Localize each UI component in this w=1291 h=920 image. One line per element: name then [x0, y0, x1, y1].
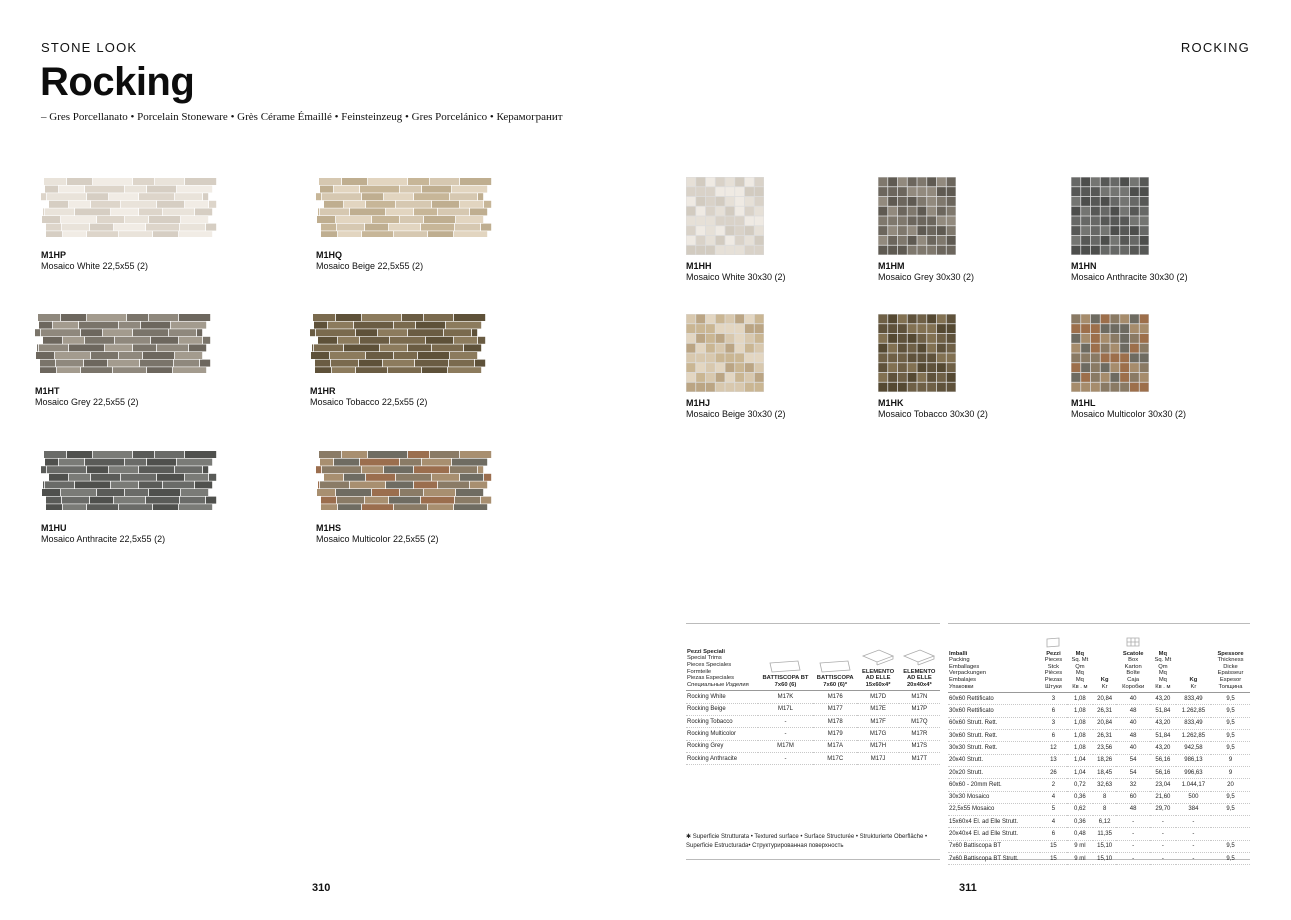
packing-cell: 11,35 [1093, 828, 1117, 840]
packing-row-name: 30x60 Strutt. Rett. [948, 730, 1040, 742]
packing-col-line: Mq [1075, 676, 1084, 683]
packing-cell: 23,56 [1093, 742, 1117, 754]
packing-cell: 500 [1176, 791, 1211, 803]
material-subtitle: – Gres Porcellanato • Porcelain Stoneware • Grès Cérame Émaillé • Feinsteinzeug • Gres Porcelánico • Керамогранит [41, 111, 563, 123]
packing-row [948, 853, 1250, 865]
packing-cell: 833,49 [1176, 693, 1211, 705]
packing-row-name: 15x60x4 El. ad Elle Strutt. [948, 816, 1040, 828]
packing-cell: 1,08 [1067, 693, 1093, 705]
tile-code: M1HL [1071, 398, 1096, 408]
trims-col-line: AD ELLE [906, 675, 932, 682]
trims-cell: M17S [899, 740, 940, 752]
packing-col-line: Kr [1190, 683, 1197, 690]
packing-cell: 43,20 [1150, 693, 1176, 705]
packing-cell: 9 ml [1067, 840, 1093, 852]
packing-header-row [948, 636, 1250, 693]
packing-col-line: Mq [1075, 670, 1084, 677]
trims-col-line: 15x60x4* [865, 681, 891, 688]
packing-col-line: Mq [1075, 650, 1085, 657]
trims-row [686, 728, 940, 740]
trims-cell: M176 [813, 691, 858, 703]
packing-cell: 6 [1040, 730, 1067, 742]
packing-cell: 18,26 [1093, 754, 1117, 766]
packing-cell: 43,20 [1150, 717, 1176, 729]
trims-cell: M17P [899, 703, 940, 715]
trims-cell: M17Q [899, 715, 940, 727]
trims-col-header [857, 648, 898, 691]
page-title: Rocking [40, 60, 195, 104]
packing-cell: 40 [1116, 717, 1149, 729]
packing-cell: 26,31 [1093, 705, 1117, 717]
category-label: STONE LOOK [41, 40, 138, 55]
packing-col-line: Qm [1075, 663, 1085, 670]
tile-name: Mosaico White 30x30 (2) [686, 272, 786, 282]
tile-name: Mosaico White 22,5x55 (2) [41, 261, 149, 271]
trims-cell: M179 [813, 728, 858, 740]
page-number-left: 310 [312, 882, 331, 894]
packing-col-line: Kr [1101, 683, 1108, 690]
packing-cell: 8 [1093, 803, 1117, 815]
packing-col-line: Caja [1127, 676, 1140, 683]
packing-cell: 32,63 [1093, 779, 1117, 791]
trims-cell: M17K [758, 691, 813, 703]
trims-col-header [899, 648, 940, 691]
trims-header-line: Formteile [687, 668, 712, 675]
packing-col-line: Sq. Mt [1071, 657, 1089, 664]
packing-col-header [1067, 636, 1093, 693]
packing-row [948, 816, 1250, 828]
tile-code: M1HN [1071, 261, 1097, 271]
tile-name: Mosaico Tobacco 30x30 (2) [878, 409, 988, 419]
collection-label: ROCKING [1180, 40, 1250, 55]
trims-cell: M17L [758, 703, 813, 715]
packing-row [948, 730, 1250, 742]
packing-cell: - [1176, 828, 1211, 840]
trims-row-name: Rocking Anthracite [686, 752, 758, 764]
packing-cell: 15 [1040, 853, 1067, 865]
tile-name: Mosaico Multicolor 30x30 (2) [1071, 409, 1187, 419]
trims-header-line: Pieces Speciales [687, 662, 732, 668]
packing-header-line: Emballages [949, 663, 980, 670]
packing-col-line: Piezas [1044, 676, 1063, 683]
packing-header-line: Imballi [949, 650, 968, 657]
packing-cell: 60 [1116, 791, 1149, 803]
packing-row-name: 30x60 Rettificato [948, 705, 1040, 717]
packing-cell: 986,13 [1176, 754, 1211, 766]
trims-row [686, 691, 940, 703]
packing-cell: 20,84 [1093, 693, 1117, 705]
packing-cell: 1,08 [1067, 705, 1093, 717]
surface-note: ✱ Superficie Strutturata • Textured surface • Surface Structurée • Strukturierte Oberfläche • Superficie Estructurada• Структурированная поверхность [686, 834, 928, 849]
tile-image-m1hl [1071, 314, 1149, 392]
tile-name: Mosaico Anthracite 30x30 (2) [1071, 272, 1188, 282]
packing-col-line: Pièces [1044, 670, 1063, 677]
trims-row-name: Rocking Tobacco [686, 715, 758, 727]
tile-image-m1hq [316, 177, 496, 237]
packing-row [948, 840, 1250, 852]
packing-cell: 1,04 [1067, 754, 1093, 766]
packing-cell: 0,72 [1067, 779, 1093, 791]
packing-col-line: Kg [1100, 676, 1109, 683]
packing-col-line: Scatole [1122, 650, 1144, 657]
tile-code: M1HM [878, 261, 905, 271]
packing-cell: 9,5 [1211, 742, 1250, 754]
packing-cell: 4 [1040, 791, 1067, 803]
trims-col-header [758, 648, 813, 691]
trims-cell: M178 [813, 715, 858, 727]
packing-col-line: Коробки [1122, 683, 1145, 690]
packing-cell: 6,12 [1093, 816, 1117, 828]
packing-cell: - [1116, 816, 1149, 828]
packing-col-line: Kg [1189, 676, 1198, 683]
packing-cell: 54 [1116, 754, 1149, 766]
packing-col-line: Karton [1124, 663, 1142, 670]
packing-cell: 21,60 [1150, 791, 1176, 803]
page-number-right: 311 [959, 882, 977, 894]
packing-row [948, 766, 1250, 778]
packing-cell: 40 [1116, 693, 1149, 705]
tile-caption [686, 261, 786, 283]
packing-cell [1211, 828, 1250, 840]
tile-image-m1hu [41, 450, 221, 510]
l-element-icon [861, 648, 895, 666]
tile-caption [41, 250, 148, 272]
skirting-icon [768, 659, 802, 673]
packing-col-line: Qm [1158, 663, 1168, 670]
packing-row-name: 20x20 Strutt. [948, 766, 1040, 778]
tile-caption [310, 386, 427, 408]
packing-col-header [1116, 636, 1149, 693]
packing-col-line: Mq [1158, 670, 1167, 677]
packing-cell: 0,36 [1067, 816, 1093, 828]
trims-top-rule [686, 623, 940, 624]
l-element-icon [902, 648, 936, 666]
packing-cell: 48 [1116, 705, 1149, 717]
packing-cell: 996,63 [1176, 766, 1211, 778]
tile-image-m1ht [35, 313, 215, 373]
tile-name: Mosaico Tobacco 22,5x55 (2) [310, 397, 428, 407]
trims-cell: M17A [813, 740, 858, 752]
trims-cell: - [758, 715, 813, 727]
trims-cell: M17R [899, 728, 940, 740]
packing-cell: 1.044,17 [1176, 779, 1211, 791]
trims-col-line: 7x60 (6) [774, 681, 797, 688]
packing-cell: 54 [1116, 766, 1149, 778]
packing-cell: 9,5 [1211, 730, 1250, 742]
packing-row-name: 60x60 Rettificato [948, 693, 1040, 705]
trims-col-line: BATTISCOPA [816, 675, 854, 682]
trims-cell: M17T [899, 752, 940, 764]
packing-row [948, 791, 1250, 803]
trims-row [686, 740, 940, 752]
packing-cell: - [1150, 853, 1176, 865]
packing-cell: - [1116, 853, 1149, 865]
packing-cell: 9,5 [1211, 693, 1250, 705]
packing-cell: 20 [1211, 779, 1250, 791]
packing-cell: 9,5 [1211, 791, 1250, 803]
tile-code: M1HR [310, 386, 336, 396]
tile-code: M1HU [41, 523, 67, 533]
packing-cell: 1,04 [1067, 766, 1093, 778]
packing-row-name: 7x60 Battiscopa BT [948, 840, 1040, 852]
packing-cell: 6 [1040, 828, 1067, 840]
tile-caption [1071, 261, 1188, 283]
packing-col-header [1093, 636, 1117, 693]
packing-cell: - [1116, 840, 1149, 852]
packing-col-line: Stck [1047, 663, 1060, 670]
packing-row [948, 717, 1250, 729]
packing-header-label [948, 636, 1040, 693]
packing-row [948, 705, 1250, 717]
packing-row [948, 693, 1250, 705]
packing-col-line: Кв . м [1155, 683, 1171, 690]
trims-cell: M17M [758, 740, 813, 752]
tile-image-m1hk [878, 314, 956, 392]
trims-col-line: 7x60 (6)* [823, 681, 848, 688]
trims-row [686, 703, 940, 715]
packing-cell: 15,10 [1093, 840, 1117, 852]
packing-cell: - [1176, 816, 1211, 828]
packing-cell: - [1176, 840, 1211, 852]
packing-cell: 384 [1176, 803, 1211, 815]
packing-cell: 9,5 [1211, 853, 1250, 865]
trims-cell: M17E [857, 703, 898, 715]
trims-col-line: 20x40x4* [906, 681, 932, 688]
packing-col-line: Штуки [1045, 683, 1062, 690]
trims-cell: M17C [813, 752, 858, 764]
tile-image-m1hh [686, 177, 764, 255]
packing-cell: 51,84 [1150, 705, 1176, 717]
packing-col-line: Pieces [1044, 657, 1063, 664]
packing-col-header [1150, 636, 1176, 693]
trims-cell: M17F [857, 715, 898, 727]
packing-col-line: Spessore [1217, 650, 1244, 657]
packing-cell: 942,58 [1176, 742, 1211, 754]
packing-col-line: Thickness [1217, 657, 1244, 664]
packing-cell: 51,84 [1150, 730, 1176, 742]
trims-row-name: Rocking Beige [686, 703, 758, 715]
trims-header-row [686, 648, 940, 691]
packing-cell: 9 [1211, 766, 1250, 778]
box-icon [1125, 636, 1141, 648]
packing-cell: 6 [1040, 705, 1067, 717]
trims-bottom-rule [686, 859, 940, 860]
tile-image-m1hn [1071, 177, 1149, 255]
tile-caption [35, 386, 139, 408]
packing-col-line: Кв . м [1072, 683, 1088, 690]
packing-row-name: 60x60 - 20mm Rett. [948, 779, 1040, 791]
packing-cell: 9 ml [1067, 853, 1093, 865]
packing-row [948, 742, 1250, 754]
packing-cell: 0,36 [1067, 791, 1093, 803]
packing-cell: 26,31 [1093, 730, 1117, 742]
packing-cell: 15,10 [1093, 853, 1117, 865]
packing-cell: 48 [1116, 730, 1149, 742]
tile-caption [686, 398, 786, 420]
packing-cell: 0,48 [1067, 828, 1093, 840]
packing-cell: - [1116, 828, 1149, 840]
tile-name: Mosaico Beige 30x30 (2) [686, 409, 786, 419]
packing-header-line: Packing [949, 657, 970, 664]
tile-name: Mosaico Anthracite 22,5x55 (2) [41, 534, 166, 544]
packing-cell: 833,49 [1176, 717, 1211, 729]
trims-header-line: Специальные Изделия [687, 681, 749, 688]
packing-col-line: Dicke [1223, 663, 1238, 670]
trims-cell: - [758, 752, 813, 764]
trims-row-name: Rocking White [686, 691, 758, 703]
packing-row [948, 803, 1250, 815]
trims-cell: M17D [857, 691, 898, 703]
packing-cell: 3 [1040, 717, 1067, 729]
packing-row-name: 22,5x55 Mosaico [948, 803, 1040, 815]
packing-header-line: Упаковки [949, 683, 974, 690]
piece-icon [1045, 636, 1061, 648]
tile-code: M1HP [41, 250, 67, 260]
tile-code: M1HK [878, 398, 904, 408]
packing-cell: 2 [1040, 779, 1067, 791]
trims-cell: M17J [857, 752, 898, 764]
packing-row-name: 20x40x4 El. ad Elle Strutt. [948, 828, 1040, 840]
packing-cell: 0,62 [1067, 803, 1093, 815]
trims-row [686, 715, 940, 727]
tile-caption [878, 398, 988, 420]
packing-col-header [1040, 636, 1067, 693]
packing-cell: 32 [1116, 779, 1149, 791]
packing-top-rule [948, 623, 1250, 624]
trims-header-label [686, 648, 758, 691]
packing-cell: 1,08 [1067, 717, 1093, 729]
packing-table [948, 636, 1250, 865]
trims-cell: M17N [899, 691, 940, 703]
trims-cell: M17G [857, 728, 898, 740]
tile-image-m1hm [878, 177, 956, 255]
tile-caption [316, 523, 439, 545]
packing-cell: 8 [1093, 791, 1117, 803]
tile-code: M1HT [35, 386, 60, 396]
tile-image-m1hs [316, 450, 496, 510]
packing-col-header [1176, 636, 1211, 693]
trims-col-line: BATTISCOPA BT [762, 675, 809, 682]
packing-col-line: Pezzi [1046, 650, 1061, 657]
packing-cell: 1.262,85 [1176, 730, 1211, 742]
packing-cell: 26 [1040, 766, 1067, 778]
packing-cell: 9,5 [1211, 705, 1250, 717]
packing-cell: 40 [1116, 742, 1149, 754]
packing-cell: 15 [1040, 840, 1067, 852]
packing-cell: 1.262,85 [1176, 705, 1211, 717]
tile-code: M1HQ [316, 250, 343, 260]
packing-cell: 13 [1040, 754, 1067, 766]
tile-name: Mosaico Grey 22,5x55 (2) [35, 397, 139, 407]
packing-cell: 9,5 [1211, 803, 1250, 815]
packing-cell: 29,70 [1150, 803, 1176, 815]
packing-cell: 56,16 [1150, 766, 1176, 778]
packing-cell: 20,84 [1093, 717, 1117, 729]
packing-row [948, 754, 1250, 766]
packing-col-line: Box [1128, 657, 1139, 664]
packing-cell: 1,08 [1067, 742, 1093, 754]
packing-cell: 1,08 [1067, 730, 1093, 742]
packing-row-name: 60x60 Strutt. Rett. [948, 717, 1040, 729]
trims-row [686, 752, 940, 764]
tile-code: M1HJ [686, 398, 711, 408]
packing-col-line: Mq [1158, 676, 1167, 683]
packing-col-line: Espesor [1219, 676, 1242, 683]
trims-row-name: Rocking Multicolor [686, 728, 758, 740]
trims-header-line: Piezas Especiales [687, 675, 735, 682]
packing-col-header [1211, 636, 1250, 693]
trims-cell: M17H [857, 740, 898, 752]
packing-cell [1211, 816, 1250, 828]
tile-image-m1hp [41, 177, 221, 237]
trims-header-line: Pezzi Speciali [687, 648, 726, 655]
packing-cell: 9 [1211, 754, 1250, 766]
packing-cell: - [1150, 840, 1176, 852]
packing-cell: - [1150, 816, 1176, 828]
packing-row-name: 30x30 Strutt. Rett. [948, 742, 1040, 754]
packing-cell: 3 [1040, 693, 1067, 705]
packing-row [948, 828, 1250, 840]
trims-table [686, 648, 940, 765]
packing-row-name: 30x30 Mosaico [948, 791, 1040, 803]
trims-cell: M177 [813, 703, 858, 715]
tile-caption [878, 261, 974, 283]
tile-image-m1hr [310, 313, 490, 373]
packing-cell: - [1176, 853, 1211, 865]
packing-cell: 4 [1040, 816, 1067, 828]
packing-col-line: Boîte [1126, 670, 1140, 677]
tile-name: Mosaico Multicolor 22,5x55 (2) [316, 534, 439, 544]
packing-col-line: Толщина [1218, 683, 1243, 690]
packing-row [948, 779, 1250, 791]
packing-cell: 56,16 [1150, 754, 1176, 766]
tile-caption [1071, 398, 1186, 420]
trims-col-line: AD ELLE [865, 675, 891, 682]
packing-cell: - [1150, 828, 1176, 840]
packing-cell: 12 [1040, 742, 1067, 754]
packing-row-name: 20x40 Strutt. [948, 754, 1040, 766]
packing-col-line: Mq [1158, 650, 1168, 657]
tile-image-m1hj [686, 314, 764, 392]
packing-header-line: Verpackungen [949, 670, 987, 677]
trims-cell: - [758, 728, 813, 740]
trims-row-name: Rocking Grey [686, 740, 758, 752]
trims-col-line: ELEMENTO [903, 668, 936, 675]
tile-code: M1HH [686, 261, 712, 271]
packing-col-line: Sq. Mt [1154, 657, 1172, 664]
packing-row-name: 7x60 Battiscopa BT Strutt. [948, 853, 1040, 865]
trims-col-line: ELEMENTO [862, 668, 895, 675]
tile-name: Mosaico Beige 22,5x55 (2) [316, 261, 424, 271]
trims-header-line: Special Trims [687, 655, 722, 662]
packing-cell: 9,5 [1211, 840, 1250, 852]
skirting-icon [818, 659, 852, 673]
tile-name: Mosaico Grey 30x30 (2) [878, 272, 975, 282]
trims-col-header [813, 648, 858, 691]
tile-caption [41, 523, 165, 545]
packing-cell: 5 [1040, 803, 1067, 815]
packing-cell: 23,04 [1150, 779, 1176, 791]
packing-cell: 9,5 [1211, 717, 1250, 729]
tile-code: M1HS [316, 523, 342, 533]
packing-col-line: Epaisseur [1217, 670, 1244, 677]
packing-cell: 18,45 [1093, 766, 1117, 778]
packing-cell: 48 [1116, 803, 1149, 815]
packing-header-line: Embalajes [949, 676, 977, 683]
packing-cell: 43,20 [1150, 742, 1176, 754]
tile-caption [316, 250, 423, 272]
